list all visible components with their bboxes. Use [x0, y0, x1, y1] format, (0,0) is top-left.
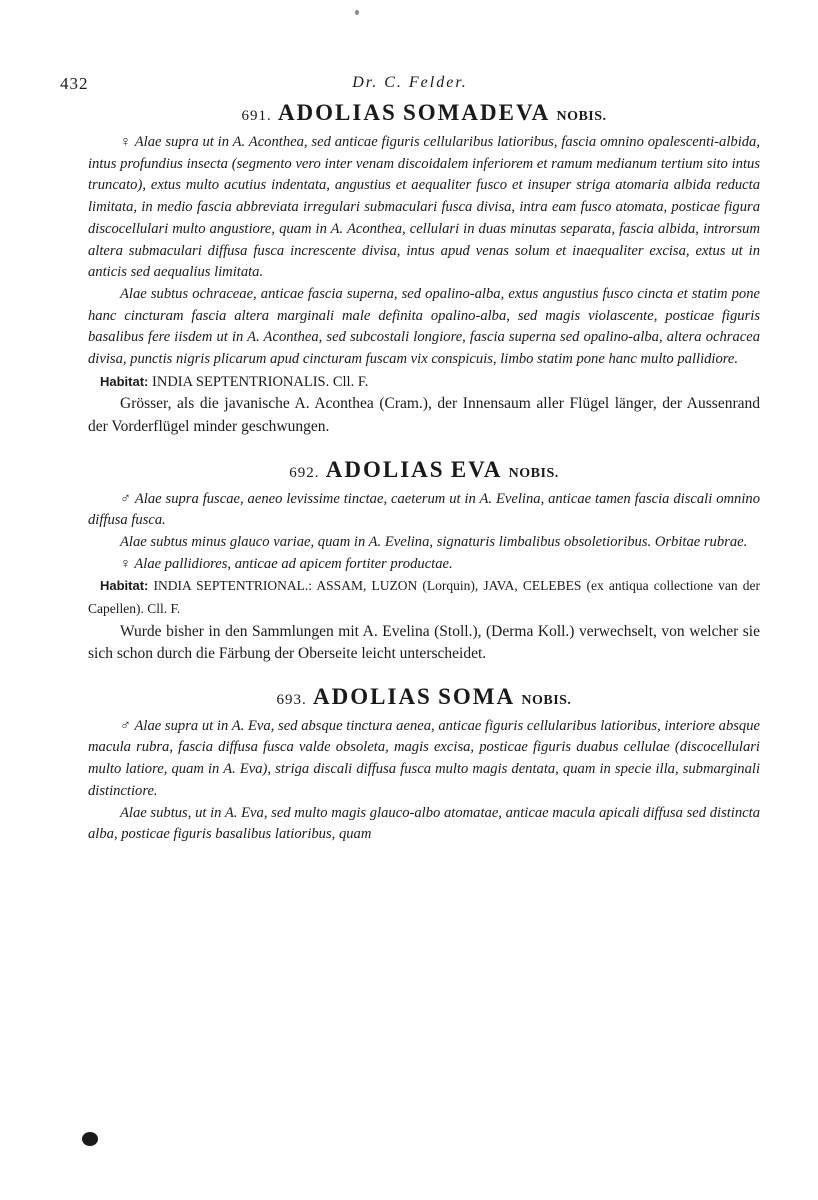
species-number: 693.: [276, 691, 307, 708]
page-header: [60, 74, 760, 96]
latin-description: [88, 284, 760, 371]
species-number: 691.: [241, 108, 272, 124]
latin-description: [88, 132, 760, 284]
habitat-text: INDIA SEPTENTRIONAL.: ASSAM, LUZON (Lorquin), JAVA, CELEBES (ex antiqua collectione van der Capellen). Cll. F.: [88, 578, 760, 616]
species-heading: [88, 98, 760, 132]
habitat-line: [88, 371, 760, 394]
genus-name: ADOLIAS: [325, 456, 445, 482]
ink-blot: [355, 10, 359, 15]
latin-description: [88, 489, 760, 532]
habitat-label: Habitat:: [100, 578, 149, 594]
latin-description: [88, 716, 760, 803]
habitat-label: Habitat:: [100, 373, 149, 389]
species-entry: [88, 455, 760, 666]
genus-name: ADOLIAS: [313, 683, 432, 709]
species-name: SOMA: [438, 683, 516, 709]
latin-description: [88, 554, 760, 576]
male-symbol: ♂: [120, 490, 132, 507]
description-text: Alae supra fuscae, aeneo levissime tinctae, caeterum ut in A. Evelina, anticae tamen fascia discali omnino diffusa fusca.: [88, 490, 760, 529]
german-remark: [88, 621, 760, 666]
female-symbol: ♀: [120, 555, 131, 572]
description-text: Alae subtus, ut in A. Eva, sed multo magis glauco-albo atomatae, anticae macula apicali diffusa sed distincta alba, posticae figuris basalibus latioribus, quam: [88, 804, 760, 843]
species-number: 692.: [289, 464, 320, 481]
page-body: [88, 98, 760, 846]
description-text: Alae supra ut in A. Aconthea, sed anticae figuris cellularibus latioribus, fascia omnino opalescenti-albida, intus profundius insecta (segmento vero inter venam discoidalem inferiorem et ramum medianum tertium sito intus truncato), extus multo acutius indentata, angustius et aequaliter fusco et insuper striga atomaria albida reducta limitata, in medio fascia abbreviata irregulari submaculari fusca divisa, intra eam fusco atomata, posticae figura discocellulari multo angustiore, quam in A. Aconthea, cellulari in duas minutas separata, fascia albida, introrsum altera submaculari diffusa fusca increscente divisa, intus apud venas solum et inaequaliter excisa, extus ut in anticis sed aequalius limitata.: [88, 134, 760, 281]
latin-description: [88, 532, 760, 554]
species-entry: [88, 98, 760, 439]
remark-text: Grösser, als die javanische A. Aconthea (Cram.), der Innensaum aller Flügel länger, der Aussenrand der Vorderflügel minder geschwungen.: [88, 395, 760, 435]
page-number: 432: [60, 74, 89, 93]
ink-blot: [82, 1132, 98, 1146]
male-symbol: ♂: [120, 717, 132, 734]
author-name: NOBIS.: [556, 109, 607, 124]
author-name: NOBIS.: [521, 692, 572, 708]
running-head: Dr. C. Felder.: [352, 74, 468, 91]
description-text: Alae subtus minus glauco variae, quam in A. Evelina, signaturis limbalibus obsoletioribus. Orbitae rubrae.: [120, 533, 748, 550]
description-text: Alae subtus ochraceae, anticae fascia superna, sed opalino-alba, extus angustius fusco cincta et statim pone hanc cincturam fascia altera marginali male definita opalino-alba, sed magis violascente, posticae figuris basalibus fere iisdem ut in A. Aconthea, sed subcostali longiore, fascia superna sed opalino-alba, altera ochracea divisa, punctis nigris plicarum apud cincturam fuscam vix conspicuis, limbo statim pone hanc multo pallidiore.: [88, 285, 760, 368]
species-heading: [88, 455, 760, 489]
german-remark: [88, 393, 760, 438]
species-name: SOMADEVA: [403, 100, 551, 125]
habitat-text: INDIA SEPTENTRIONALIS. Cll. F.: [152, 373, 369, 390]
genus-name: ADOLIAS: [277, 100, 397, 125]
description-text: Alae supra ut in A. Eva, sed absque tinctura aenea, anticae figuris cellularibus latioribus, interiore absque macula rubra, fascia diffusa fusca valde obsoleta, magis excisa, posticae figuris duabus cellulae (discocellulari multo latiore, quam in A. Eva), striga discali diffusa fusca multo magis dentata, quam in specie illa, submarginali distinctiore.: [88, 717, 761, 799]
latin-description: [88, 803, 760, 846]
author-name: NOBIS.: [508, 465, 559, 481]
species-entry: [88, 682, 760, 846]
female-symbol: ♀: [120, 134, 132, 150]
species-name: EVA: [450, 456, 503, 482]
habitat-line: [88, 575, 760, 620]
species-heading: [88, 682, 760, 716]
remark-text: Wurde bisher in den Sammlungen mit A. Evelina (Stoll.), (Derma Koll.) verwechselt, von welcher sie sich schon durch die Färbung der Oberseite leicht unterscheidet.: [88, 622, 760, 663]
description-text: Alae pallidiores, anticae ad apicem fortiter productae.: [134, 555, 453, 572]
